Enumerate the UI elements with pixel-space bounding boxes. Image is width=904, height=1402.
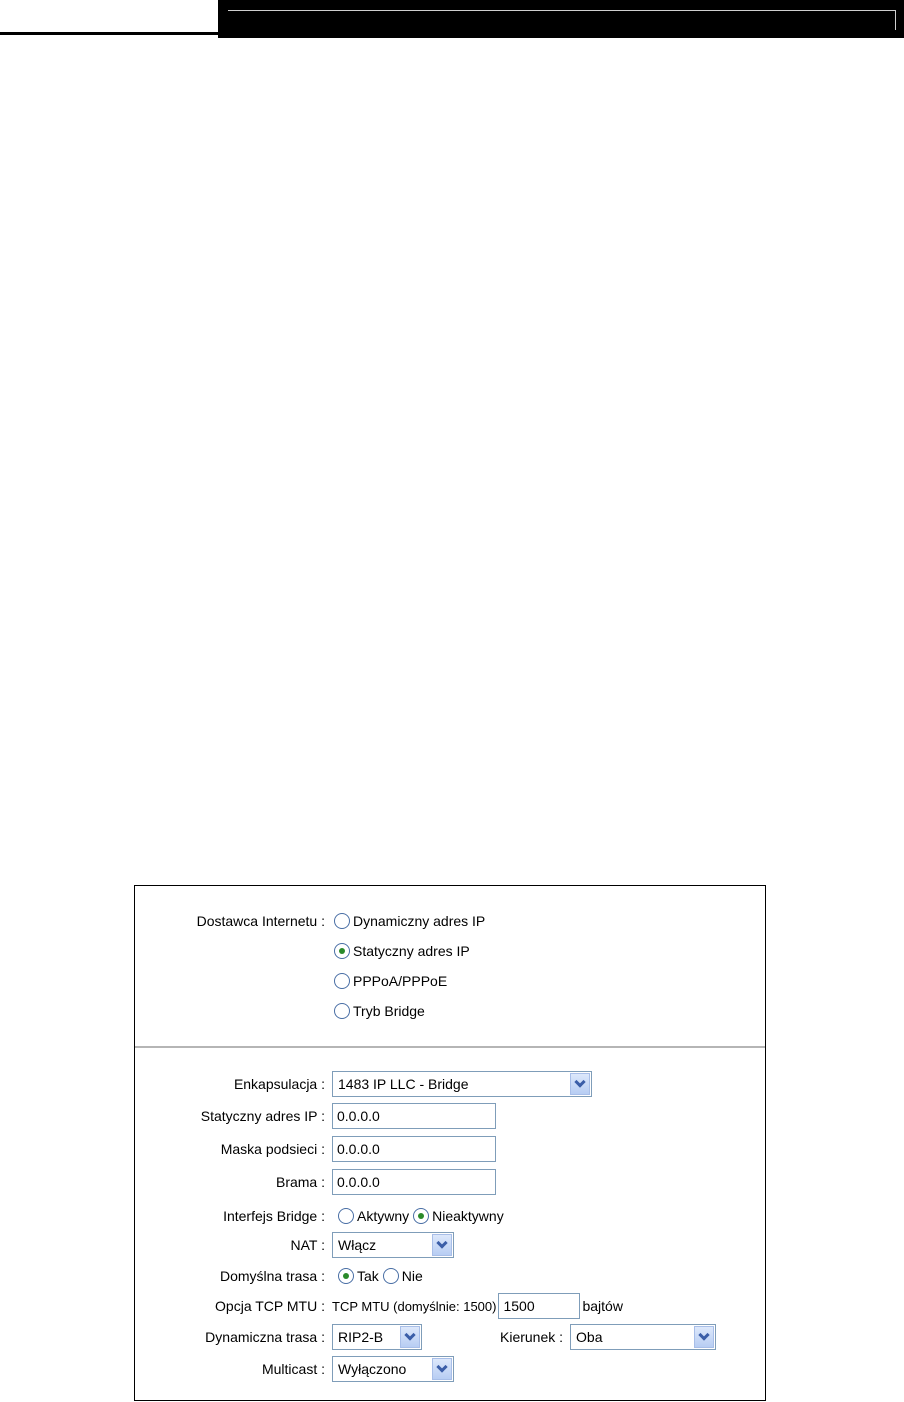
static-ip-row [135,1101,765,1131]
tcp-mtu-input[interactable]: 1500 [498,1293,580,1319]
static-ip-input[interactable]: 0.0.0.0 [332,1103,496,1129]
static-ip-label: Statyczny adres IP : [200,1108,325,1124]
chevron-down-icon[interactable] [400,1326,420,1348]
isp-row-4 [135,996,765,1026]
isp-option-bridge[interactable]: Tryb Bridge [334,1003,425,1019]
dynamic-route-row [135,1322,765,1352]
dynamic-route-select[interactable]: RIP2-B [332,1324,422,1350]
radio-icon[interactable] [334,913,350,929]
subnet-mask-input[interactable]: 0.0.0.0 [332,1136,496,1162]
radio-selected-icon[interactable] [413,1208,429,1224]
nat-row [135,1230,765,1260]
nat-label: NAT : [290,1237,325,1253]
subnet-mask-row [135,1134,765,1164]
default-route-yes-option[interactable]: Tak [338,1268,379,1284]
radio-icon[interactable] [334,1003,350,1019]
isp-option-pppoa[interactable]: PPPoA/PPPoE [334,973,447,989]
encapsulation-select[interactable]: 1483 IP LLC - Bridge [332,1071,592,1097]
gateway-label: Brama : [275,1174,325,1190]
section-divider [135,1046,765,1048]
default-route-no-option[interactable]: Nie [383,1268,423,1284]
chevron-down-icon[interactable] [694,1326,714,1348]
subnet-mask-label: Maska podsieci : [220,1141,325,1157]
isp-row [135,906,765,936]
default-route-row [135,1261,765,1291]
bridge-active-option[interactable]: Aktywny [338,1208,409,1224]
radio-selected-icon[interactable] [334,943,350,959]
chevron-down-icon[interactable] [432,1358,452,1380]
header-bar-inner-border [228,10,896,30]
multicast-row [135,1354,765,1384]
radio-icon[interactable] [338,1208,354,1224]
isp-option-static[interactable]: Statyczny adres IP [334,943,470,959]
multicast-select[interactable]: Wyłączono [332,1356,454,1382]
chevron-down-icon[interactable] [570,1073,590,1095]
direction-select[interactable]: Oba [570,1324,716,1350]
encapsulation-label: Enkapsulacja : [233,1076,325,1092]
tcp-mtu-hint: TCP MTU (domyślnie: 1500) [332,1298,497,1314]
tcp-mtu-label: Opcja TCP MTU : [215,1298,325,1314]
radio-icon[interactable] [383,1268,399,1284]
isp-row-2 [135,936,765,966]
tcp-mtu-row [135,1291,765,1321]
nat-select[interactable]: Włącz [332,1232,454,1258]
multicast-label: Multicast : [261,1361,325,1377]
header-rule [0,32,220,35]
chevron-down-icon[interactable] [432,1234,452,1256]
isp-option-dynamic[interactable]: Dynamiczny adres IP [334,913,485,929]
gateway-input[interactable]: 0.0.0.0 [332,1169,496,1195]
default-route-label: Domyślna trasa : [219,1268,325,1284]
bridge-interface-label: Interfejs Bridge : [223,1208,325,1224]
radio-selected-icon[interactable] [338,1268,354,1284]
encapsulation-row [135,1069,765,1099]
bridge-interface-row [135,1201,765,1231]
direction-label: Kierunek : [500,1329,564,1345]
isp-label: Dostawca Internetu : [196,913,325,929]
isp-row-3 [135,966,765,996]
wan-settings-panel [134,885,766,1401]
tcp-mtu-unit: bajtów [582,1298,623,1314]
dynamic-route-label: Dynamiczna trasa : [205,1329,325,1345]
bridge-inactive-option[interactable]: Nieaktywny [413,1208,504,1224]
gateway-row [135,1167,765,1197]
radio-icon[interactable] [334,973,350,989]
